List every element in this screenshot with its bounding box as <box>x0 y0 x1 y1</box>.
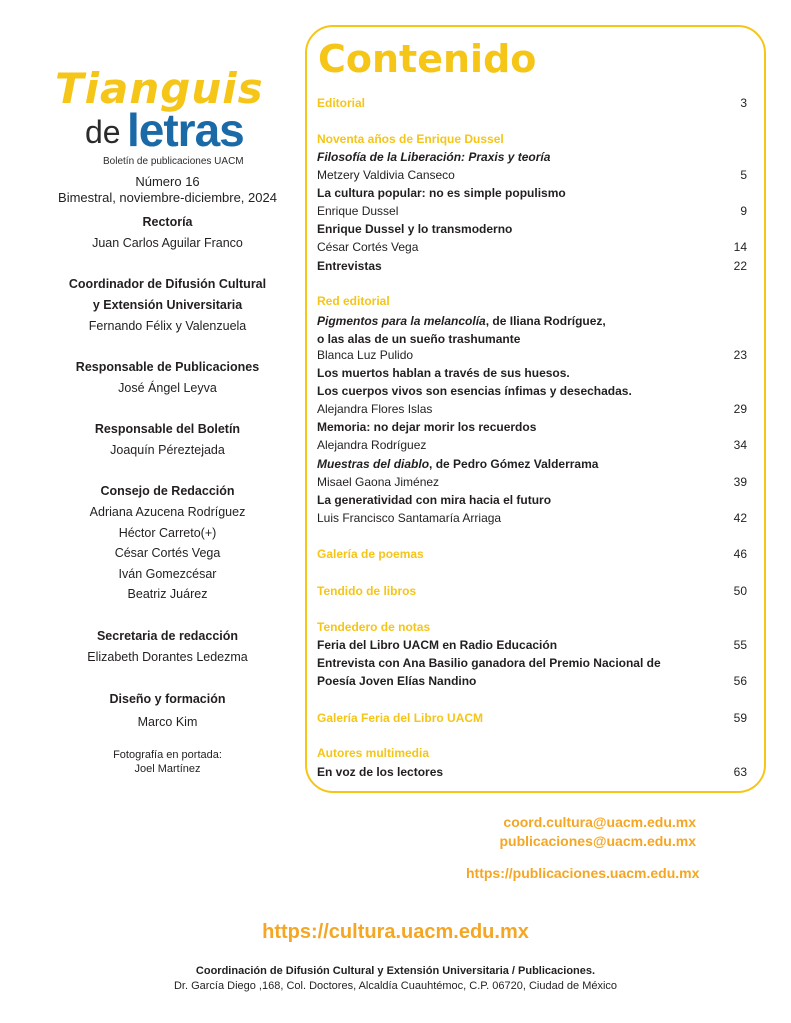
credit-boletin <box>40 419 295 461</box>
logo-de: de <box>85 114 121 150</box>
footer-line1: Coordinación de Difusión Cultural y Extensión Universitaria / Publicaciones. <box>195 965 596 977</box>
toc-section <box>317 618 747 636</box>
toc-section <box>317 94 747 112</box>
credit-heading: Responsable de Publicaciones <box>75 360 260 374</box>
toc-entry-title: En voz de los lectores <box>317 765 444 779</box>
toc-entry-title: Enrique Dussel <box>317 204 399 218</box>
credit-coordinador <box>40 274 295 337</box>
contact-email-publicaciones[interactable]: publicaciones@uacm.edu.mx <box>499 833 696 849</box>
issue-number: Número 16 <box>135 174 200 189</box>
toc-entry-title: Poesía Joven Elías Nandino <box>317 674 477 688</box>
toc-entry <box>317 636 747 654</box>
toc-entry-title: Misael Gaona Jiménez <box>317 475 440 489</box>
credit-rectoria <box>40 212 295 254</box>
toc-entry-title: Galería Feria del Libro UACM <box>317 711 484 725</box>
toc-entry-title: Alejandra Flores Islas <box>317 402 433 416</box>
logo-letras: letras <box>127 104 244 156</box>
toc-entry-title: Metzery Valdivia Canseco <box>317 168 455 182</box>
toc-entry <box>317 220 747 238</box>
credit-name: Elizabeth Dorantes Ledezma <box>87 650 248 664</box>
toc-entry-title: César Cortés Vega <box>317 240 419 254</box>
toc-section <box>317 130 747 148</box>
credit-name: José Ángel Leyva <box>118 381 217 395</box>
logo-title: Tianguis <box>55 64 264 113</box>
toc-section <box>317 709 747 727</box>
credit-name: Beatriz Juárez <box>127 587 208 601</box>
credit-heading-line1: Coordinador de Difusión Cultural <box>68 277 267 291</box>
toc-entry-title: Muestras del diablo, de Pedro Gómez Valderrama <box>317 457 599 471</box>
toc-page-number: 5 <box>740 168 747 182</box>
toc-entry <box>317 364 747 382</box>
toc-entry <box>317 166 747 184</box>
toc-entry-title: Luis Francisco Santamaría Arriaga <box>317 511 502 525</box>
toc-entry <box>317 509 747 527</box>
toc-page-number: 50 <box>733 584 747 598</box>
issue-period: Bimestral, noviembre-diciembre, 2024 <box>58 190 277 205</box>
toc-entry <box>317 672 747 690</box>
toc-page-number: 42 <box>733 511 747 525</box>
toc-entry <box>317 257 747 275</box>
toc-entry <box>317 346 747 364</box>
toc-entry-title: Los muertos hablan a través de sus huesos. <box>317 366 570 380</box>
contents-title: Contenido <box>318 37 537 81</box>
toc-entry-title: Red editorial <box>317 294 390 308</box>
credit-name: Adriana Azucena Rodríguez <box>89 505 246 519</box>
credit-heading: Rectoría <box>142 215 193 229</box>
toc-page-number: 56 <box>733 674 747 688</box>
toc-page-number: 46 <box>733 547 747 561</box>
toc-entry-italic-title: Muestras del diablo <box>317 457 430 471</box>
credit-heading: Consejo de Redacción <box>100 484 235 498</box>
toc-entry-italic-title: Pigmentos para la melancolía <box>317 314 486 328</box>
publicaciones-link[interactable]: https://publicaciones.uacm.edu.mx <box>466 865 700 881</box>
toc-entry-title: Pigmentos para la melancolía, de Iliana Rodríguez, <box>317 314 606 328</box>
credit-heading: Secretaria de redacción <box>96 629 239 643</box>
logo <box>55 66 265 171</box>
toc-page-number: 59 <box>733 711 747 725</box>
toc-page-number: 9 <box>740 204 747 218</box>
toc-page-number: 29 <box>733 402 747 416</box>
toc-entry <box>317 238 747 256</box>
toc-entry-title: Galería de poemas <box>317 547 424 561</box>
toc-page-number: 3 <box>740 96 747 110</box>
toc-entry-title: Feria del Libro UACM en Radio Educación <box>317 638 558 652</box>
toc-entry-title: Los cuerpos vivos son esencias ínfimas y desechadas. <box>317 384 632 398</box>
toc-section <box>317 744 747 762</box>
toc-section <box>317 292 747 310</box>
toc-entry-title: La cultura popular: no es simple populismo <box>317 186 566 200</box>
credit-name: Fernando Félix y Valenzuela <box>88 319 247 333</box>
toc-entry-title: o las alas de un sueño trashumante <box>317 332 521 346</box>
toc-entry-title: Tendedero de notas <box>317 620 431 634</box>
toc-entry <box>317 312 747 330</box>
toc-entry-title: Entrevista con Ana Basilio ganadora del Premio Nacional de <box>317 656 661 670</box>
toc-entry <box>317 400 747 418</box>
credit-name: Juan Carlos Aguilar Franco <box>92 236 243 250</box>
credit-secretaria <box>40 626 295 668</box>
toc-entry <box>317 184 747 202</box>
footer-address: Dr. García Diego ,168, Col. Doctores, Alcaldía Cuauhtémoc, C.P. 06720, Ciudad de México <box>173 980 618 992</box>
toc-entry-title: La generatividad con mira hacia el futuro <box>317 493 552 507</box>
credit-publicaciones <box>40 357 295 399</box>
logo-subtitle: Boletín de publicaciones UACM <box>103 156 244 167</box>
toc-page-number: 39 <box>733 475 747 489</box>
credit-name: Iván Gomezcésar <box>118 566 217 581</box>
toc-entry-title: Autores multimedia <box>317 746 430 760</box>
toc-entry-title: Blanca Luz Pulido <box>317 348 414 362</box>
toc-entry <box>317 654 747 672</box>
toc-entry <box>317 418 747 436</box>
photo-credit-label: Fotografía en portada: <box>113 749 222 761</box>
toc-entry <box>317 763 747 781</box>
cultura-link[interactable]: https://cultura.uacm.edu.mx <box>262 921 529 943</box>
toc-entry-title: Alejandra Rodríguez <box>317 438 427 452</box>
toc-entry-title: Noventa años de Enrique Dussel <box>317 132 504 146</box>
photo-credit-name: Joel Martínez <box>134 763 201 775</box>
toc-section <box>317 582 747 600</box>
toc-entry <box>317 148 747 166</box>
issue-info <box>40 174 295 206</box>
credit-heading: Diseño y formación <box>109 692 226 706</box>
toc-entry <box>317 491 747 509</box>
toc-page-number: 23 <box>733 348 747 362</box>
toc-entry-title: Memoria: no dejar morir los recuerdos <box>317 420 537 434</box>
toc-page-number: 55 <box>733 638 747 652</box>
toc-page-number: 14 <box>733 240 747 254</box>
credit-name: Joaquín Péreztejada <box>110 443 225 457</box>
toc-entry-title: Filosofía de la Liberación: Praxis y teoría <box>317 150 551 164</box>
toc-section <box>317 545 747 563</box>
photo-credit <box>40 748 295 776</box>
credit-consejo <box>40 481 295 605</box>
credit-name: Héctor Carreto(+) <box>118 525 217 540</box>
toc-entry-title: Enrique Dussel y lo transmoderno <box>317 222 513 236</box>
toc-entry <box>317 436 747 454</box>
toc-page-number: 22 <box>733 259 747 273</box>
contact-email-cultura[interactable]: coord.cultura@uacm.edu.mx <box>503 814 696 830</box>
credit-heading: Responsable del Boletín <box>94 422 241 436</box>
toc-page-number: 63 <box>733 765 747 779</box>
toc-entry <box>317 382 747 400</box>
toc-page-number: 34 <box>733 438 747 452</box>
toc-entry <box>317 473 747 491</box>
toc-entry <box>317 455 747 473</box>
toc-entry-title: Editorial <box>317 96 366 110</box>
credit-name: César Cortés Vega <box>114 546 221 560</box>
credit-diseno <box>40 689 295 733</box>
toc-entry-title: Tendido de libros <box>317 584 417 598</box>
credit-heading-line2: y Extensión Universitaria <box>92 298 243 312</box>
toc-entry-title: Entrevistas <box>317 259 382 273</box>
toc-entry <box>317 202 747 220</box>
credit-name: Marco Kim <box>137 715 198 729</box>
